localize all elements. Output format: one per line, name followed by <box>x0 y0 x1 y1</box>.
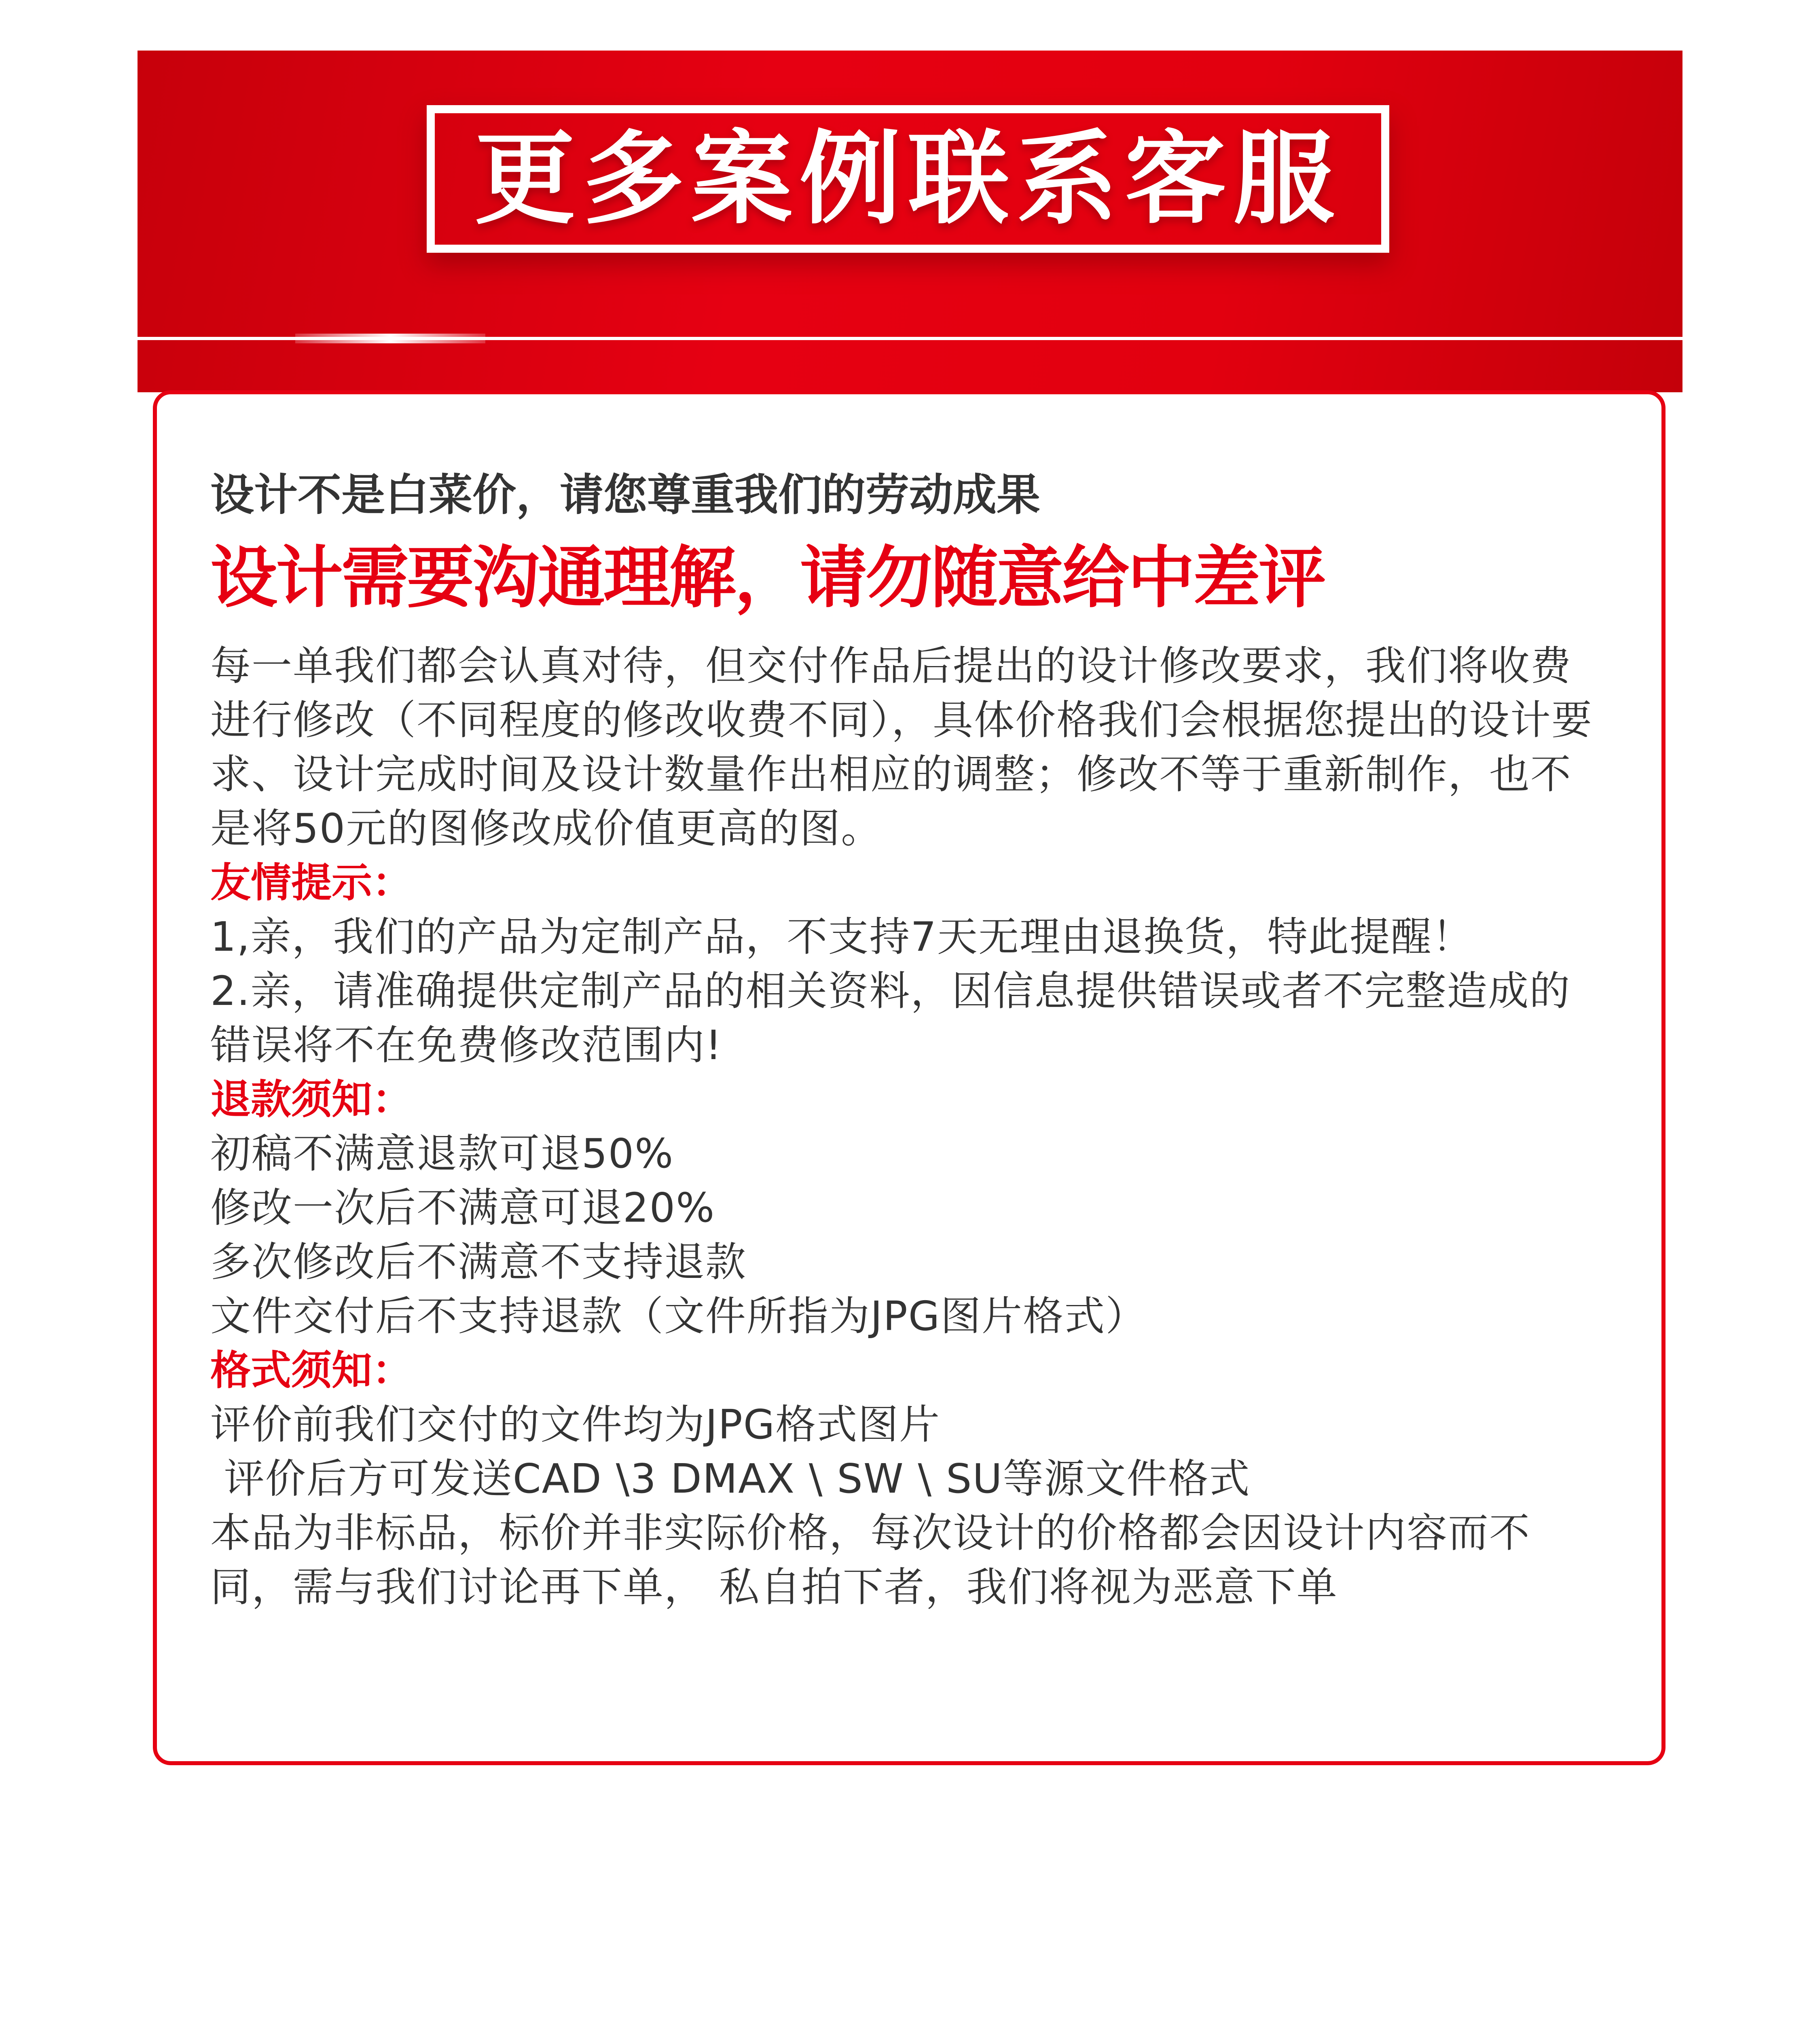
refund-item: 文件交付后不支持退款（文件所指为JPG图片格式） <box>210 1292 1147 1340</box>
format-heading: 格式须知： <box>210 1347 413 1394</box>
refund-item: 修改一次后不满意可退20% <box>210 1184 715 1231</box>
format-item: 本品为非标品，标价并非实际价格，每次设计的价格都会因设计内容而不同，需与我们讨论再下单， 私自拍下者，我们将视为恶意下单 <box>210 1509 1530 1611</box>
banner-divider-highlight <box>295 334 485 343</box>
banner-title: 更多案例联系客服 <box>474 120 1342 238</box>
tagline: 设计不是白菜价，请您尊重我们的劳动成果 <box>210 470 1041 520</box>
refund-item: 初稿不满意退款可退50% <box>210 1130 674 1177</box>
tip-item: 1,亲，我们的产品为定制产品，不支持7天无理由退换货，特此提醒！ <box>210 913 1474 960</box>
refund-item: 多次修改后不满意不支持退款 <box>210 1238 747 1286</box>
notice-content <box>210 465 1610 1614</box>
format-item: 评价后方可发送CAD \3 DMAX \ SW \ SU等源文件格式 <box>210 1455 1251 1502</box>
slogan: 设计需要沟通理解，请勿随意给中差评 <box>210 539 1324 617</box>
format-item: 评价前我们交付的文件均为JPG格式图片 <box>210 1401 941 1448</box>
refund-heading: 退款须知： <box>210 1076 413 1123</box>
header-banner <box>138 51 1682 392</box>
banner-title-frame <box>427 105 1389 253</box>
tip-item: 2.亲，请准确提供定制产品的相关资料，因信息提供错误或者不完整造成的错误将不在免费修改范围内! <box>210 967 1571 1069</box>
tips-heading: 友情提示： <box>210 859 413 906</box>
intro-paragraph: 每一单我们都会认真对待，但交付作品后提出的设计修改要求，我们将收费进行修改（不同程度的修改收费不同），具体价格我们会根据您提出的设计要求、设计完成时间及设计数量作出相应的调整；修改不等于重新制作，也不是将50元的图修改成价值更高的图。 <box>210 642 1593 852</box>
